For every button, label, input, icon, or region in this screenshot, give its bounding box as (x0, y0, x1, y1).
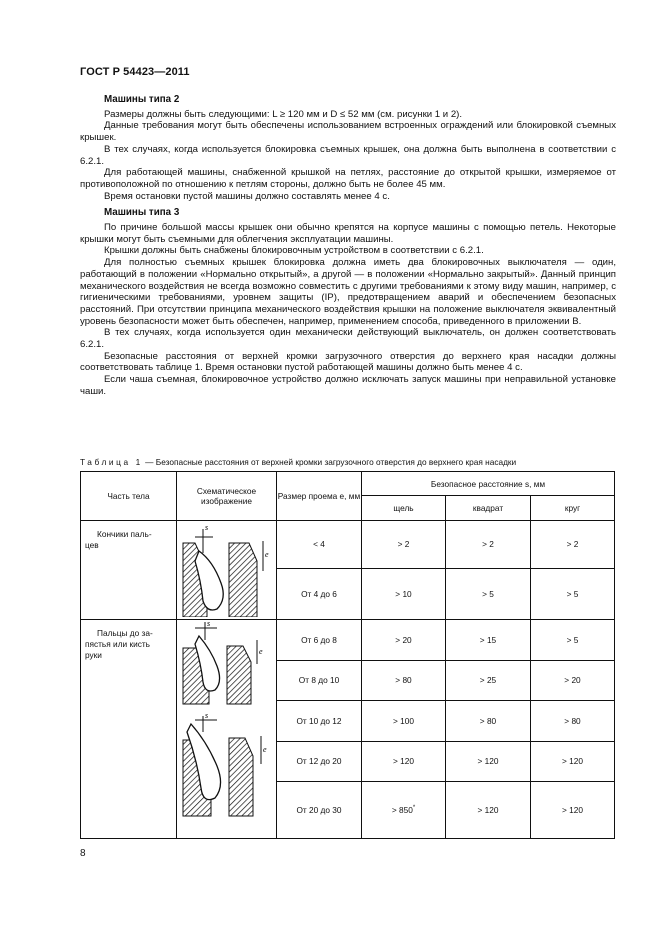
footnote-mark: * (412, 805, 416, 812)
cell-square: > 5 (446, 568, 531, 619)
paragraph: Время остановки пустой машины должно составлять менее 4 с. (104, 190, 390, 202)
cell-size: От 4 до 6 (277, 568, 362, 619)
section-title-type2: Машины типа 2 (104, 94, 180, 105)
cell-slot: > 80 (362, 660, 446, 701)
cell-square: > 120 (446, 741, 531, 782)
header-circle: круг (531, 496, 615, 521)
cell-square: > 25 (446, 660, 531, 701)
paragraph: По причине большой массы крышек они обычно крепятся на корпусе машины с помощью петель. Некоторые крышки могут быть съемными для облегчения эксплуатации машины. (80, 222, 616, 245)
fingertip-schematic-figure (177, 521, 277, 617)
body-part-fingers-to-wrist: Пальцы до за- пястья или кисть руки (81, 620, 177, 839)
cell-size: От 20 до 30 (277, 782, 362, 839)
table-row (81, 620, 615, 661)
cell-square: > 15 (446, 620, 531, 661)
figure-label-e: e (263, 745, 267, 754)
cell-slot: > 100 (362, 701, 446, 742)
section-title-type3: Машины типа 3 (104, 207, 180, 219)
figure-label-e: e (259, 647, 263, 656)
cell-size: От 12 до 20 (277, 741, 362, 782)
cell-slot: > 10 (362, 568, 446, 619)
cell-square: > 80 (446, 701, 531, 742)
paragraph: Безопасные расстояния от верхней кромки загрузочного отверстия до верхнего края насадки должны соответствовать таблице 1. Время остановки пустой работающей машины должно быть менее 4 с. (80, 350, 616, 374)
paragraph: Данные требования могут быть обеспечены использованием встроенных ограждений или блокировкой съемных крышек. (80, 120, 616, 144)
table-caption-text: — Безопасные расстояния от верхней кромки загрузочного отверстия до верхнего края насадки (142, 457, 517, 467)
cell-slot: > 2 (362, 521, 446, 569)
paragraph: В тех случаях, когда используется один механически действующий выключатель, он должен соответствовать 6.2.1. (80, 327, 616, 351)
safety-distance-table (80, 471, 615, 839)
cell-square: > 2 (446, 521, 531, 569)
finger-hand-schematic-figure (177, 620, 277, 836)
cell-slot: > 850* (362, 782, 446, 839)
cell-circle: > 5 (531, 568, 615, 619)
cell-circle: > 80 (531, 701, 615, 742)
cell-slot: > 120 (362, 741, 446, 782)
header-schema: Схематическое изображение (177, 472, 277, 521)
cell-size: От 6 до 8 (277, 620, 362, 661)
schema-cell-1 (177, 521, 277, 620)
cell-circle: > 20 (531, 660, 615, 701)
header-square: квадрат (446, 496, 531, 521)
paragraph: В тех случаях, когда используется блокировка съемных крышек, она должна быть выполнена в соответствии с 6.2.1. (80, 143, 616, 167)
cell-circle: > 120 (531, 741, 615, 782)
table-row (81, 521, 615, 569)
body-text (80, 94, 616, 398)
paragraph: Для работающей машины, снабженной крышкой на петлях, расстояние до открытой крышки, измеряемое от противоположной по отношению к петлям стороны, должно быть не более 45 мм. (80, 167, 616, 190)
cell-circle: > 5 (531, 620, 615, 661)
paragraph: Для полностью съемных крышек блокировка должна иметь два блокировочных выключателя — один, работающий в положении «Нормально открытый», а другой — в положении «Нормально закрытый». Данный принцип механического воздействия не всегда возможно совместить с другими требованиями к этому виду машин, например, с гигиеническими требованиями, уровнем защиты (IP), предотвращением аварий и обеспечением безопасных расстояний. При отсутствии принципа механического воздействия крышки на положение выключателя эквивалентный уровень безопасности может быть обеспечен, например, применением способа, приведенного в приложении В. (80, 257, 616, 327)
figure-label-s: s (205, 523, 209, 532)
document-header: ГОСТ Р 54423—2011 (80, 66, 190, 78)
table-caption-label: Таблица 1 (80, 457, 143, 467)
page-number: 8 (80, 848, 86, 859)
body-part-fingertips: Кончики паль- цев (81, 521, 177, 620)
paragraph: Размеры должны быть следующими: L ≥ 120 мм и D ≤ 52 мм (см. рисунки 1 и 2). (104, 108, 463, 120)
figure-label-s: s (207, 620, 211, 628)
table-caption (80, 457, 620, 467)
cell-size: От 10 до 12 (277, 701, 362, 742)
cell-circle: > 2 (531, 521, 615, 569)
cell-size: < 4 (277, 521, 362, 569)
cell-square: > 120 (446, 782, 531, 839)
header-size: Размер проема e, мм (277, 472, 362, 521)
cell-size: От 8 до 10 (277, 660, 362, 701)
header-part: Часть тела (81, 472, 177, 521)
figure-label-s: s (205, 711, 209, 720)
cell-circle: > 120 (531, 782, 615, 839)
cell-slot: > 20 (362, 620, 446, 661)
paragraph: Крышки должны быть снабжены блокировочным устройством в соответствии с 6.2.1. (104, 245, 484, 257)
paragraph: Если чаша съемная, блокировочное устройство должно исключать запуск машины при неправильной установке чаши. (80, 374, 616, 397)
header-slot: щель (362, 496, 446, 521)
header-safe-distance: Безопасное расстояние s, мм (362, 472, 615, 496)
figure-label-e: e (265, 550, 269, 559)
schema-cell-2 (177, 620, 277, 839)
